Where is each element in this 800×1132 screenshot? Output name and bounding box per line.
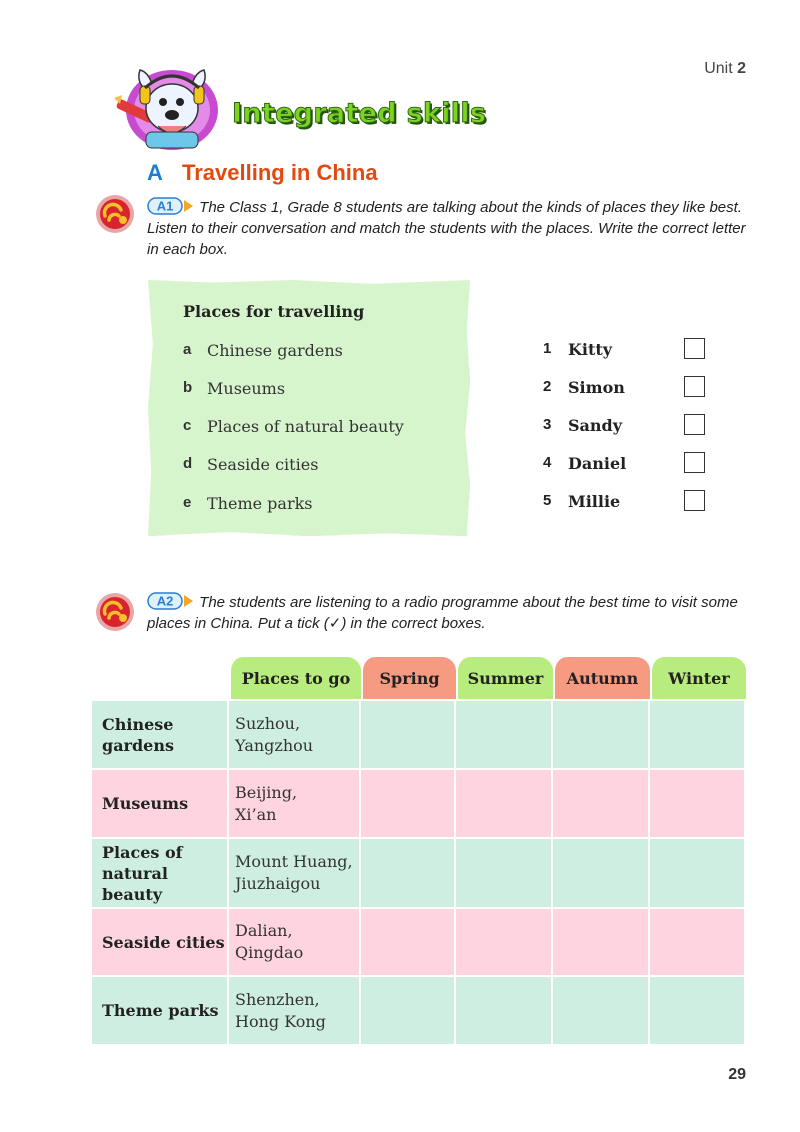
row-places: Mount Huang, Jiuzhaigou (229, 837, 361, 907)
row-category: Places of natural beauty (92, 837, 229, 907)
tick-cell[interactable] (553, 768, 650, 837)
page-title: Integrated skills (232, 98, 487, 129)
tick-cell[interactable] (456, 699, 553, 768)
tick-cell[interactable] (553, 837, 650, 907)
unit-label: Unit 2 (704, 60, 746, 77)
tick-cell[interactable] (361, 907, 456, 975)
answer-box[interactable] (684, 452, 705, 473)
header-places: Places to go (229, 657, 361, 699)
tick-cell[interactable] (553, 699, 650, 768)
row-places: Suzhou, Yangzhou (229, 699, 361, 768)
page-number: 29 (728, 1066, 746, 1083)
a1-instruction (147, 197, 747, 260)
section-letter: A (147, 160, 163, 185)
header-winter: Winter (650, 657, 746, 699)
a2-badge-label: A2 (156, 593, 174, 609)
row-category: Chinese gardens (92, 699, 229, 768)
row-category: Museums (92, 768, 229, 837)
answer-box[interactable] (684, 414, 705, 435)
answer-box[interactable] (684, 376, 705, 397)
table-row (92, 768, 746, 837)
tick-cell[interactable] (650, 837, 746, 907)
row-places: Dalian, Qingdao (229, 907, 361, 975)
tick-cell[interactable] (650, 699, 746, 768)
answer-box[interactable] (684, 490, 705, 511)
tick-cell[interactable] (361, 837, 456, 907)
seasons-table (92, 657, 746, 1044)
section-title: Travelling in China (182, 160, 378, 185)
tick-cell[interactable] (650, 975, 746, 1044)
a1-badge-icon (147, 197, 195, 215)
listening-icon (95, 194, 135, 234)
row-places: Beijing, Xi’an (229, 768, 361, 837)
row-category: Theme parks (92, 975, 229, 1044)
header-blank (92, 657, 229, 699)
table-header-row (92, 657, 746, 699)
tick-cell[interactable] (456, 768, 553, 837)
row-places: Shenzhen, Hong Kong (229, 975, 361, 1044)
tick-cell[interactable] (553, 907, 650, 975)
a2-instruction-text: The students are listening to a radio programme about the best time to visit some places in China. Put a tick (✓) in the correct boxes. (147, 594, 738, 632)
tick-cell[interactable] (456, 907, 553, 975)
table-row (92, 699, 746, 768)
tick-cell[interactable] (650, 907, 746, 975)
tick-cell[interactable] (361, 768, 456, 837)
table-row (92, 907, 746, 975)
mascot-dog-icon (112, 68, 232, 152)
row-category: Seaside cities (92, 907, 229, 975)
tick-cell[interactable] (361, 699, 456, 768)
listening-icon (95, 592, 135, 632)
table-row (92, 975, 746, 1044)
header-autumn: Autumn (553, 657, 650, 699)
answer-box[interactable] (684, 338, 705, 359)
header-summer: Summer (456, 657, 553, 699)
header-spring: Spring (361, 657, 456, 699)
a1-instruction-text: The Class 1, Grade 8 students are talking about the kinds of places they like best. Listen to their conversation and match the students with the places. Write the correct letter in each box. (147, 199, 746, 258)
a2-instruction (147, 592, 747, 634)
a1-badge-label: A1 (156, 198, 174, 214)
tick-cell[interactable] (650, 768, 746, 837)
table-row (92, 837, 746, 907)
tick-cell[interactable] (456, 975, 553, 1044)
tick-cell[interactable] (361, 975, 456, 1044)
tick-cell[interactable] (553, 975, 650, 1044)
tick-cell[interactable] (456, 837, 553, 907)
a2-badge-icon (147, 592, 195, 610)
places-panel-title: Places for travelling (183, 302, 365, 321)
